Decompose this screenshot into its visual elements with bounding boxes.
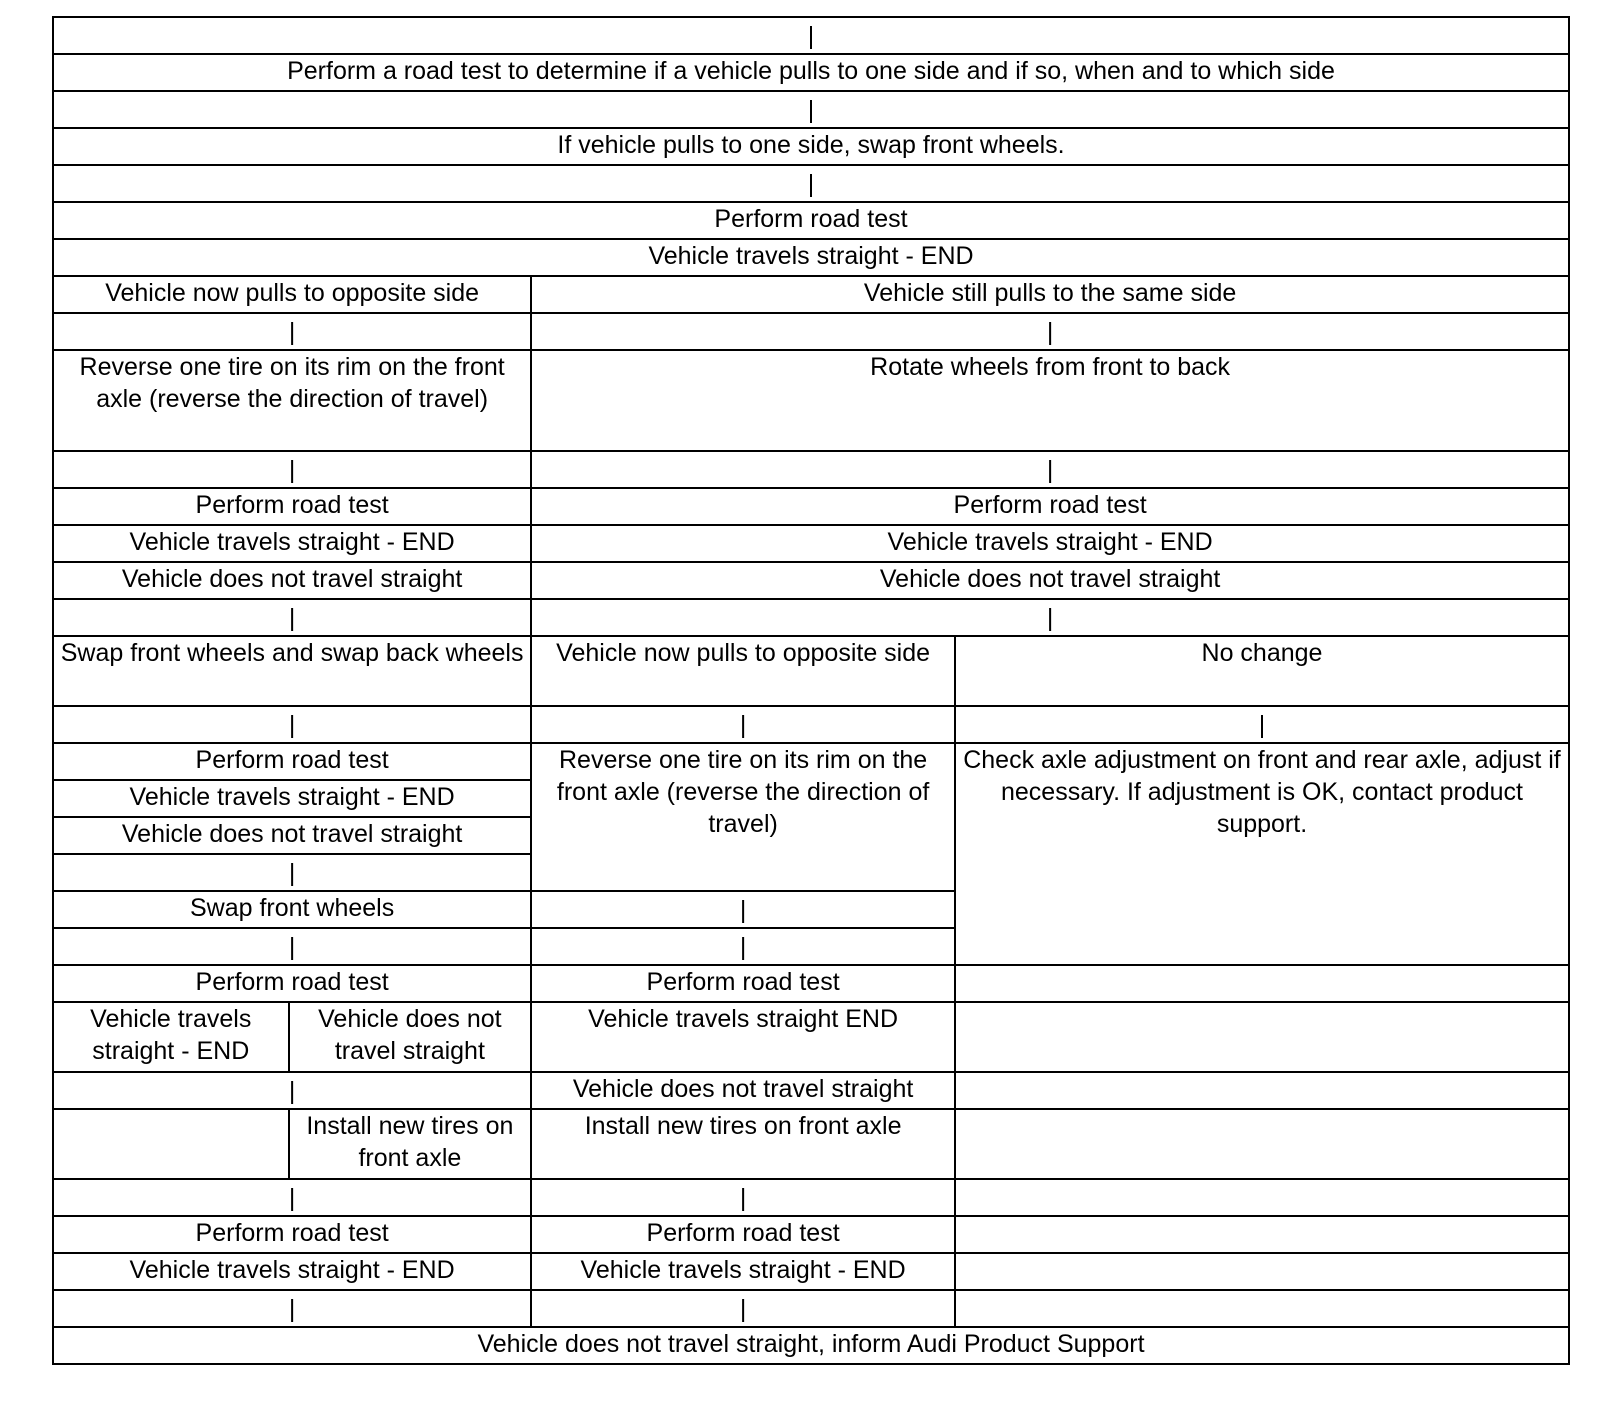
connector: | [955,706,1569,743]
result-does-not-travel-straight: Vehicle does not travel straight [53,817,531,854]
empty-cell [955,1253,1569,1290]
perform-road-test: Perform road test [53,488,531,525]
result-travels-straight-end: Vehicle travels straight - END [53,525,531,562]
connector: | [53,451,531,488]
step-swap-front-wheels-initial: If vehicle pulls to one side, swap front wheels. [53,128,1569,165]
connector: | [531,928,955,965]
connector: | [53,1179,531,1216]
result-travels-straight-end: Vehicle travels straight END [531,1002,955,1072]
flowchart-table [52,16,1570,1365]
empty-cell [955,1109,1569,1179]
connector: | [53,313,531,350]
connector: | [531,313,1569,350]
step-swap-front-wheels: Swap front wheels [53,891,531,928]
result-travels-straight-end: Vehicle travels straight - END [53,780,531,817]
result-does-not-travel-straight: Vehicle does not travel straight [531,562,1569,599]
connector: | [531,1290,955,1327]
connector: | [53,928,531,965]
result-does-not-travel-straight: Vehicle does not travel straight [531,1072,955,1109]
step-install-new-tires-front-axle: Install new tires on front axle [289,1109,532,1179]
step-install-new-tires-front-axle: Install new tires on front axle [531,1109,955,1179]
perform-road-test: Perform road test [53,202,1569,239]
result-travels-straight-end: Vehicle travels straight - END [531,525,1569,562]
empty-cell [955,1290,1569,1327]
connector: | [53,165,1569,202]
connector: | [531,451,1569,488]
empty-cell [53,1109,289,1179]
connector: | [53,854,531,891]
step-road-test-intro: Perform a road test to determine if a vehicle pulls to one side and if so, when and to which side [53,54,1569,91]
perform-road-test: Perform road test [53,743,531,780]
step-check-axle-adjustment: Check axle adjustment on front and rear axle, adjust if necessary. If adjustment is OK, contact product support. [955,743,1569,965]
perform-road-test: Perform road test [531,1216,955,1253]
result-does-not-travel-straight: Vehicle does not travel straight [289,1002,532,1072]
connector: | [53,91,1569,128]
step-swap-front-and-back-wheels: Swap front wheels and swap back wheels [53,636,531,706]
empty-cell [955,1002,1569,1072]
branch-pulls-opposite-side: Vehicle now pulls to opposite side [531,636,955,706]
empty-cell [955,1216,1569,1253]
connector: | [531,706,955,743]
result-travels-straight-end: Vehicle travels straight - END [53,1002,289,1072]
result-does-not-travel-straight: Vehicle does not travel straight [53,562,531,599]
step-rotate-wheels-front-to-back: Rotate wheels from front to back [531,350,1569,451]
branch-no-change: No change [955,636,1569,706]
final-inform-audi-support: Vehicle does not travel straight, inform Audi Product Support [53,1327,1569,1364]
perform-road-test: Perform road test [53,1216,531,1253]
result-travels-straight-end: Vehicle travels straight - END [53,239,1569,276]
connector: | [53,599,531,636]
result-travels-straight-end: Vehicle travels straight - END [531,1253,955,1290]
connector: | [531,599,1569,636]
connector: | [53,17,1569,54]
connector: | [531,891,955,928]
empty-cell [955,1179,1569,1216]
empty-cell [955,1072,1569,1109]
branch-still-pulls-same-side: Vehicle still pulls to the same side [531,276,1569,313]
branch-pulls-opposite-side: Vehicle now pulls to opposite side [53,276,531,313]
connector: | [531,1179,955,1216]
connector: | [53,1072,531,1109]
perform-road-test: Perform road test [53,965,531,1002]
perform-road-test: Perform road test [531,488,1569,525]
connector: | [53,1290,531,1327]
result-travels-straight-end: Vehicle travels straight - END [53,1253,531,1290]
step-reverse-tire-on-rim: Reverse one tire on its rim on the front axle (reverse the direction of travel) [531,743,955,891]
perform-road-test: Perform road test [531,965,955,1002]
step-reverse-tire-on-rim: Reverse one tire on its rim on the front axle (reverse the direction of travel) [53,350,531,451]
empty-cell [955,965,1569,1002]
connector: | [53,706,531,743]
